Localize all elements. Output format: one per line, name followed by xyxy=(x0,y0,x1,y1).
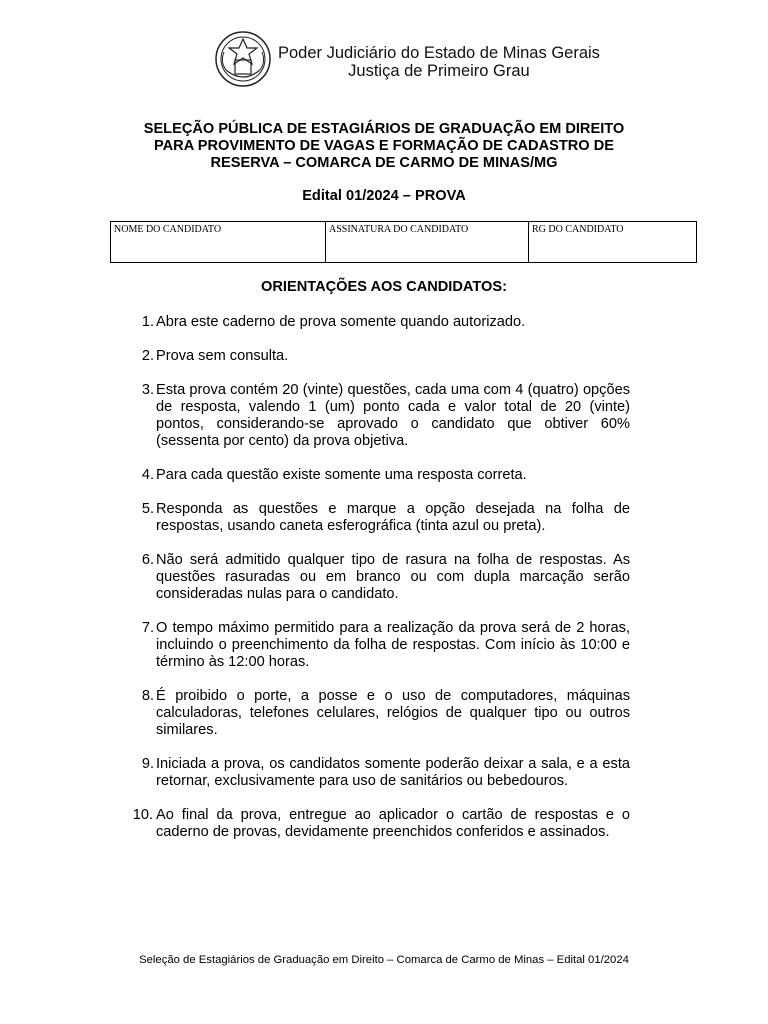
candidate-rg-label: RG DO CANDIDATO xyxy=(532,224,624,235)
list-item xyxy=(130,348,630,365)
item-number: 1. xyxy=(141,314,154,330)
list-item xyxy=(130,756,630,790)
candidate-name-cell[interactable] xyxy=(111,222,326,263)
list-item xyxy=(130,314,630,331)
item-number: 8. xyxy=(141,688,154,704)
item-text: O tempo máximo permitido para a realização da prova será de 2 horas, incluindo o preenchimento da folha de respostas. Com início às 10:00 e término às 12:00 horas. xyxy=(156,620,630,670)
instructions-list xyxy=(130,314,630,858)
list-item xyxy=(130,807,630,841)
item-text: Esta prova contém 20 (vinte) questões, cada uma com 4 (quatro) opções de resposta, valendo 1 (um) ponto cada e valor total de 20 (vinte) pontos, considerando-se aprovado o candidato que obtiver 60% (sessenta por cento) da prova objetiva. xyxy=(156,382,630,449)
candidate-signature-cell[interactable] xyxy=(326,222,529,263)
item-number: 4. xyxy=(141,467,154,483)
list-item xyxy=(130,501,630,535)
list-item xyxy=(130,467,630,484)
court-name xyxy=(278,44,600,80)
document-title xyxy=(100,121,668,172)
court-line-2: Justiça de Primeiro Grau xyxy=(348,62,530,80)
list-item xyxy=(130,382,630,450)
item-text: Não será admitido qualquer tipo de rasura na folha de respostas. As questões rasuradas ou em branco ou com dupla marcação serão consideradas nulas para o candidato. xyxy=(156,552,630,602)
item-number: 9. xyxy=(141,756,154,772)
item-text: É proibido o porte, a posse e o uso de computadores, máquinas calculadoras, telefones celulares, relógios de qualquer tipo ou outros similares. xyxy=(156,688,630,738)
item-text: Abra este caderno de prova somente quando autorizado. xyxy=(156,314,526,330)
item-text: Para cada questão existe somente uma resposta correta. xyxy=(156,467,527,483)
instructions-heading: ORIENTAÇÕES AOS CANDIDATOS: xyxy=(261,279,507,295)
item-text: Ao final da prova, entregue ao aplicador o cartão de respostas e o caderno de provas, devidamente preenchidos conferidos e assinados. xyxy=(156,807,630,840)
item-number: 2. xyxy=(141,348,154,364)
item-number: 5. xyxy=(141,501,154,517)
item-number: 3. xyxy=(141,382,154,398)
candidate-info-table xyxy=(110,221,697,263)
list-item xyxy=(130,552,630,603)
item-number: 6. xyxy=(141,552,154,568)
item-text: Prova sem consulta. xyxy=(156,348,289,364)
list-item xyxy=(130,688,630,739)
letterhead xyxy=(214,30,600,90)
coat-of-arms-icon xyxy=(214,30,272,88)
item-number: 7. xyxy=(141,620,154,636)
item-text: Responda as questões e marque a opção desejada na folha de respostas, usando caneta esferográfica (tinta azul ou preta). xyxy=(156,501,630,534)
list-item xyxy=(130,620,630,671)
candidate-signature-label: ASSINATURA DO CANDIDATO xyxy=(329,224,469,235)
title-line-1: SELEÇÃO PÚBLICA DE ESTAGIÁRIOS DE GRADUAÇÃO EM DIREITO xyxy=(143,121,625,137)
title-line-2: PARA PROVIMENTO DE VAGAS E FORMAÇÃO DE CADASTRO DE xyxy=(153,138,614,154)
page-footer: Seleção de Estagiários de Graduação em Direito – Comarca de Carmo de Minas – Edital 01/2024 xyxy=(139,954,629,966)
candidate-rg-cell[interactable] xyxy=(529,222,697,263)
candidate-name-label: NOME DO CANDIDATO xyxy=(114,224,222,235)
title-line-3: RESERVA – COMARCA DE CARMO DE MINAS/MG xyxy=(210,155,558,171)
court-line-1: Poder Judiciário do Estado de Minas Gerais xyxy=(278,44,600,62)
item-number: 10. xyxy=(132,807,153,823)
item-text: Iniciada a prova, os candidatos somente poderão deixar a sala, e a esta retornar, exclusivamente para uso de sanitários ou bebedouros. xyxy=(156,756,630,789)
edital-heading: Edital 01/2024 – PROVA xyxy=(302,188,466,204)
